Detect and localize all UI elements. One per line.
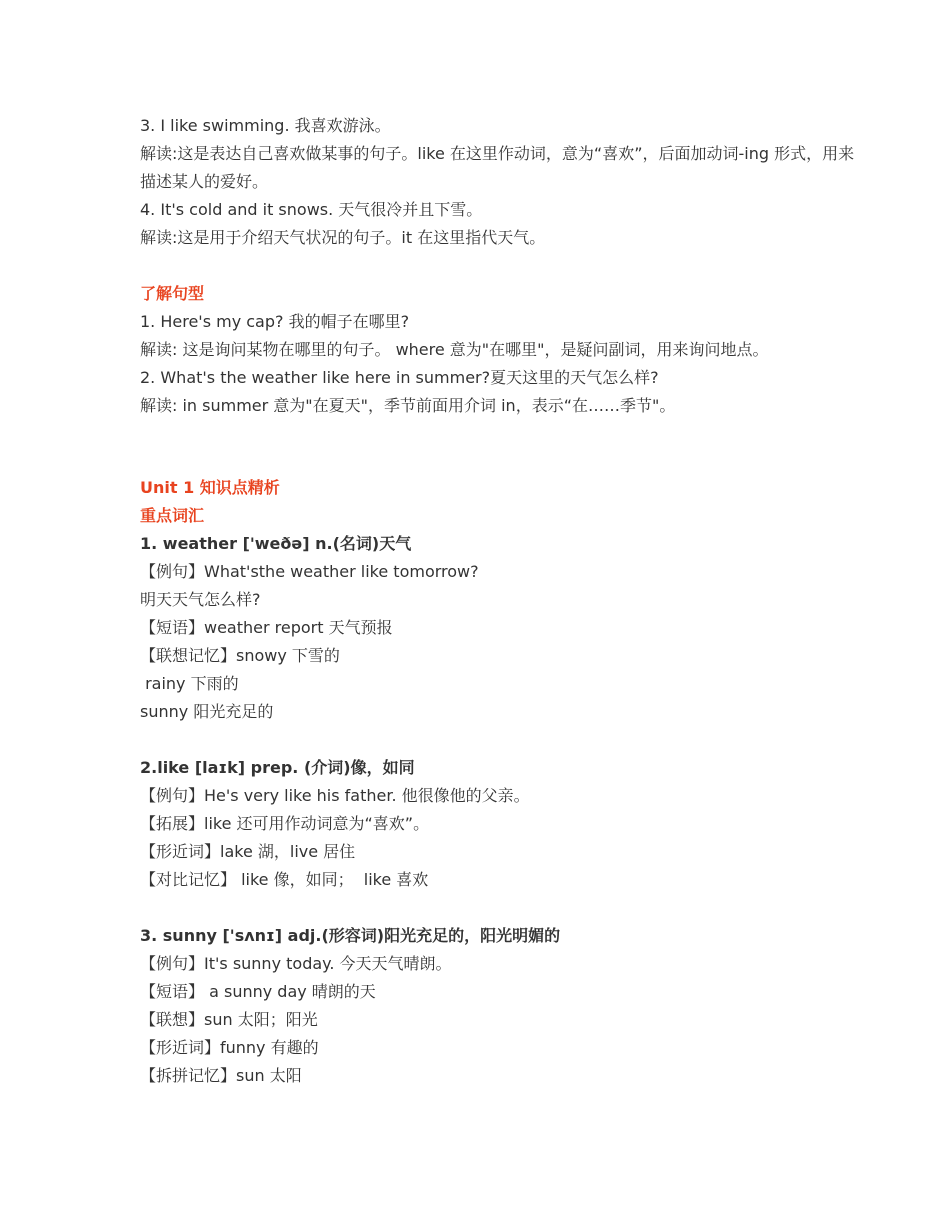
spacer bbox=[140, 462, 870, 474]
sentence-3: 3. I like swimming. 我喜欢游泳。 bbox=[140, 116, 391, 135]
sentence-4-note: 解读:这是用于介绍天气状况的句子。it 在这里指代天气。 bbox=[140, 228, 546, 247]
word-headword: 2.like [laɪk] prep. (介词)像，如同 bbox=[140, 758, 415, 777]
word-detail: 【拆拼记忆】sun 太阳 bbox=[140, 1066, 302, 1085]
word-detail: 【例句】It's sunny today. 今天天气晴朗。 bbox=[140, 954, 452, 973]
spacer bbox=[140, 894, 870, 922]
word-detail: 【短语】 a sunny day 晴朗的天 bbox=[140, 982, 376, 1001]
patterns-heading: 了解句型 bbox=[140, 284, 205, 303]
word-detail: 【短语】weather report 天气预报 bbox=[140, 618, 393, 637]
pattern-1: 1. Here's my cap? 我的帽子在哪里? bbox=[140, 312, 410, 331]
word-detail: 【联想】sun 太阳；阳光 bbox=[140, 1010, 318, 1029]
unit-title: Unit 1 知识点精析 bbox=[140, 478, 280, 497]
sentence-3-note: 解读:这是表达自己喜欢做某事的句子。like 在这里作动词，意为“喜欢”，后面加动词-ing 形式，用来描述某人的爱好。 bbox=[140, 144, 855, 191]
pattern-1-note: 解读: 这是询问某物在哪里的句子。 where 意为"在哪里"，是疑问副词，用来询问地点。 bbox=[140, 340, 769, 359]
vocab-heading: 重点词汇 bbox=[140, 506, 205, 525]
word-detail: 【联想记忆】snowy 下雪的 bbox=[140, 646, 340, 665]
word-detail: 【拓展】like 还可用作动词意为“喜欢”。 bbox=[140, 814, 430, 833]
pattern-2-note: 解读: in summer 意为"在夏天"，季节前面用介词 in，表示“在……季节"。 bbox=[140, 396, 676, 415]
sentence-4: 4. It's cold and it snows. 天气很冷并且下雪。 bbox=[140, 200, 483, 219]
spacer bbox=[140, 252, 870, 280]
word-detail: 【形近词】funny 有趣的 bbox=[140, 1038, 319, 1057]
word-detail: 【对比记忆】 like 像，如同； like 喜欢 bbox=[140, 870, 429, 889]
spacer bbox=[140, 726, 870, 754]
spacer bbox=[140, 420, 870, 462]
word-headword: 1. weather ['weðə] n.(名词)天气 bbox=[140, 534, 412, 553]
word-detail: rainy 下雨的 bbox=[140, 674, 239, 693]
word-detail: sunny 阳光充足的 bbox=[140, 702, 274, 721]
word-detail: 【例句】He's very like his father. 他很像他的父亲。 bbox=[140, 786, 530, 805]
word-detail: 【形近词】lake 湖，live 居住 bbox=[140, 842, 356, 861]
word-headword: 3. sunny ['sʌnɪ] adj.(形容词)阳光充足的，阳光明媚的 bbox=[140, 926, 561, 945]
word-detail: 明天天气怎么样? bbox=[140, 590, 261, 609]
pattern-2: 2. What's the weather like here in summer?夏天这里的天气怎么样? bbox=[140, 368, 659, 387]
word-detail: 【例句】What'sthe weather like tomorrow? bbox=[140, 562, 479, 581]
